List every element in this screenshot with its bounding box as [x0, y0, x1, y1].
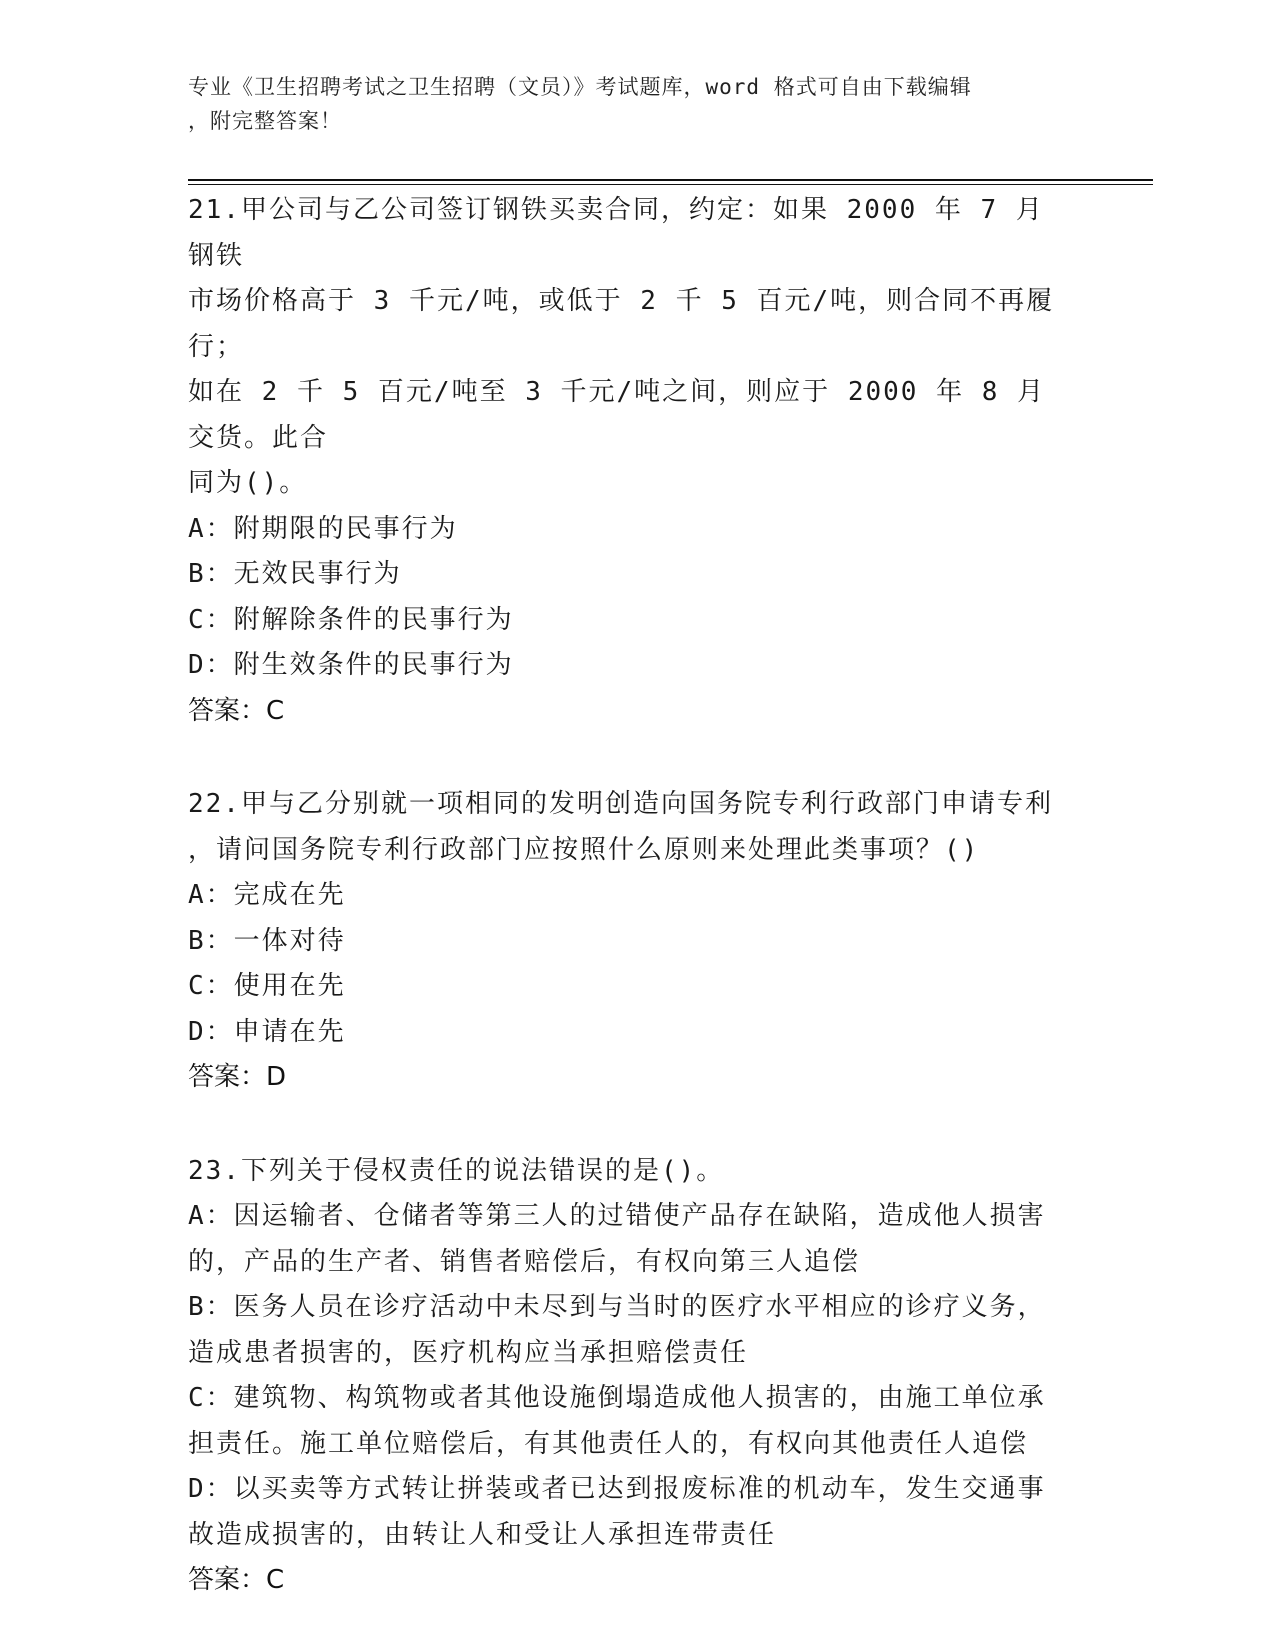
question-text-line: 23.下列关于侵权责任的说法错误的是()。 — [188, 1155, 725, 1186]
question-22 — [188, 782, 1068, 1101]
question-text-line: ，请问国务院专利行政部门应按照什么原则来处理此类事项？() — [188, 834, 980, 865]
answer-label: 答案：C — [188, 1565, 285, 1595]
answer-label: 答案：D — [188, 1062, 287, 1092]
question-text-line: 21.甲公司与乙公司签订钢铁买卖合同，约定：如果 2000 年 7 月钢铁 — [188, 195, 1044, 271]
question-21 — [188, 188, 1068, 734]
header-line-1: 专业《卫生招聘考试之卫生招聘（文员）》考试题库，word 格式可自由下载编辑 — [188, 75, 972, 99]
option-b: B：无效民事行为 — [188, 559, 402, 589]
document-header — [188, 70, 1068, 138]
option-b-line-1: B：医务人员在诊疗活动中未尽到与当时的医疗水平相应的诊疗义务， — [188, 1292, 1046, 1322]
question-text-line: 如在 2 千 5 百元/吨至 3 千元/吨之间，则应于 2000 年 8 月交货。此合 — [188, 377, 1046, 453]
question-text-line: 同为()。 — [188, 468, 308, 498]
option-c-line-1: C：建筑物、构筑物或者其他设施倒塌造成他人损害的，由施工单位承 — [188, 1383, 1046, 1413]
header-rule-thin — [188, 184, 1153, 185]
option-a-line-1: A：因运输者、仓储者等第三人的过错使产品存在缺陷，造成他人损害 — [188, 1201, 1046, 1231]
option-a: A：完成在先 — [188, 880, 346, 910]
header-line-2: ，附完整答案！ — [188, 109, 342, 133]
question-list — [188, 188, 1068, 1652]
option-d: D：申请在先 — [188, 1016, 346, 1047]
question-text-line: 市场价格高于 3 千元/吨，或低于 2 千 5 百元/吨，则合同不再履行； — [188, 286, 1055, 362]
option-d: D：附生效条件的民事行为 — [188, 650, 514, 680]
option-b: B：一体对待 — [188, 925, 346, 956]
option-c-line-2: 担责任。施工单位赔偿后，有其他责任人的，有权向其他责任人追偿 — [188, 1428, 1029, 1459]
option-b-line-2: 造成患者损害的，医疗机构应当承担赔偿责任 — [188, 1337, 749, 1368]
option-a-line-2: 的，产品的生产者、销售者赔偿后，有权向第三人追偿 — [188, 1246, 861, 1277]
question-23 — [188, 1149, 1068, 1604]
option-a: A：附期限的民事行为 — [188, 513, 458, 544]
option-c: C：使用在先 — [188, 971, 346, 1001]
option-c: C：附解除条件的民事行为 — [188, 604, 514, 635]
option-d-line-2: 故造成损害的，由转让人和受让人承担连带责任 — [188, 1519, 777, 1550]
header-rule-thick — [188, 179, 1153, 181]
answer-label: 答案：C — [188, 695, 285, 726]
question-text-line: 22.甲与乙分别就一项相同的发明创造向国务院专利行政部门申请专利 — [188, 789, 1053, 819]
option-d-line-1: D：以买卖等方式转让拼装或者已达到报废标准的机动车，发生交通事 — [188, 1474, 1046, 1504]
